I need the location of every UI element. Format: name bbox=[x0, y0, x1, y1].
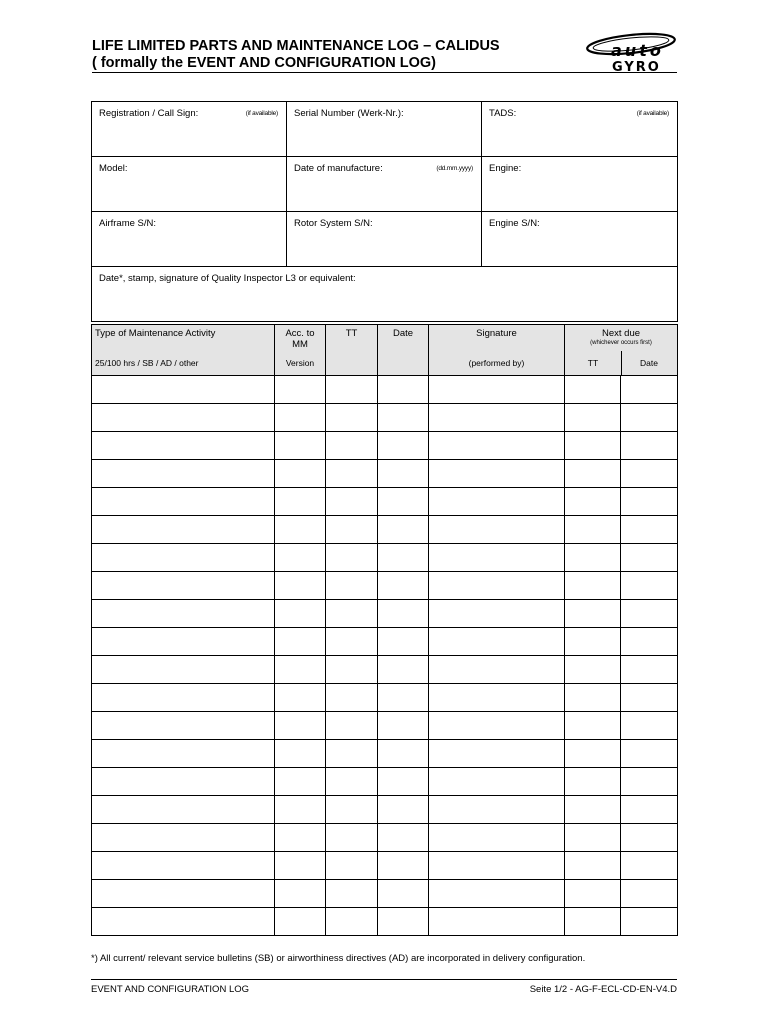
log-cell-tt[interactable] bbox=[326, 516, 378, 544]
log-cell-tt[interactable] bbox=[326, 712, 378, 740]
log-row bbox=[92, 796, 678, 824]
log-cell-acc-mm[interactable] bbox=[275, 768, 326, 796]
engine-field[interactable] bbox=[482, 157, 678, 212]
log-cell-date[interactable] bbox=[378, 572, 429, 600]
log-cell-next-tt[interactable] bbox=[565, 656, 621, 684]
log-cell-tt[interactable] bbox=[326, 404, 378, 432]
log-cell-signature[interactable] bbox=[429, 796, 565, 824]
log-cell-tt[interactable] bbox=[326, 656, 378, 684]
log-cell-signature[interactable] bbox=[429, 628, 565, 656]
registration-label: Registration / Call Sign: bbox=[99, 108, 199, 119]
col-acc-label: Acc. to MM bbox=[285, 328, 315, 350]
aircraft-info-table bbox=[91, 101, 678, 322]
log-cell-acc-mm[interactable] bbox=[275, 404, 326, 432]
footer-title: EVENT AND CONFIGURATION LOG bbox=[91, 984, 250, 995]
log-cell-next-date[interactable] bbox=[621, 404, 678, 432]
log-cell-next-date[interactable] bbox=[621, 712, 678, 740]
log-cell-acc-mm[interactable] bbox=[275, 544, 326, 572]
log-cell-acc-mm[interactable] bbox=[275, 852, 326, 880]
log-cell-date[interactable] bbox=[378, 740, 429, 768]
log-cell-type[interactable] bbox=[92, 572, 275, 600]
log-cell-tt[interactable] bbox=[326, 740, 378, 768]
log-cell-acc-mm[interactable] bbox=[275, 488, 326, 516]
log-cell-next-date[interactable] bbox=[621, 460, 678, 488]
log-cell-type[interactable] bbox=[92, 852, 275, 880]
log-row bbox=[92, 572, 678, 600]
log-cell-next-date[interactable] bbox=[621, 880, 678, 908]
log-cell-signature[interactable] bbox=[429, 600, 565, 628]
log-cell-type[interactable] bbox=[92, 712, 275, 740]
log-cell-next-date[interactable] bbox=[621, 544, 678, 572]
document-title: LIFE LIMITED PARTS AND MAINTENANCE LOG – CALIDUS bbox=[92, 38, 500, 54]
log-cell-type[interactable] bbox=[92, 404, 275, 432]
log-cell-type[interactable] bbox=[92, 824, 275, 852]
log-cell-acc-mm[interactable] bbox=[275, 432, 326, 460]
log-cell-date[interactable] bbox=[378, 432, 429, 460]
log-cell-type[interactable] bbox=[92, 796, 275, 824]
col-next-tt-label: TT bbox=[587, 358, 599, 368]
log-cell-next-tt[interactable] bbox=[565, 796, 621, 824]
log-cell-type[interactable] bbox=[92, 488, 275, 516]
log-cell-date[interactable] bbox=[378, 796, 429, 824]
log-cell-signature[interactable] bbox=[429, 460, 565, 488]
footer-divider bbox=[91, 979, 677, 980]
col-header-next-due bbox=[565, 325, 678, 376]
log-cell-type[interactable] bbox=[92, 740, 275, 768]
col-acc-sublabel: Version bbox=[285, 358, 315, 368]
log-cell-date[interactable] bbox=[378, 544, 429, 572]
log-cell-signature[interactable] bbox=[429, 432, 565, 460]
log-cell-next-tt[interactable] bbox=[565, 768, 621, 796]
date-of-manufacture-field[interactable] bbox=[287, 157, 482, 212]
log-cell-tt[interactable] bbox=[326, 908, 378, 936]
log-cell-tt[interactable] bbox=[326, 460, 378, 488]
logo-text-auto: auto bbox=[611, 41, 664, 60]
log-cell-signature[interactable] bbox=[429, 712, 565, 740]
log-row bbox=[92, 740, 678, 768]
log-cell-next-tt[interactable] bbox=[565, 740, 621, 768]
log-cell-next-tt[interactable] bbox=[565, 432, 621, 460]
log-cell-acc-mm[interactable] bbox=[275, 712, 326, 740]
log-row bbox=[92, 712, 678, 740]
maintenance-log-table bbox=[91, 324, 678, 936]
log-cell-next-date[interactable] bbox=[621, 768, 678, 796]
log-cell-next-date[interactable] bbox=[621, 824, 678, 852]
log-cell-next-tt[interactable] bbox=[565, 404, 621, 432]
log-cell-date[interactable] bbox=[378, 516, 429, 544]
serial-number-field[interactable] bbox=[287, 102, 482, 157]
tads-note: (if available) bbox=[636, 110, 669, 117]
log-cell-tt[interactable] bbox=[326, 768, 378, 796]
log-cell-signature[interactable] bbox=[429, 404, 565, 432]
log-cell-signature[interactable] bbox=[429, 572, 565, 600]
log-cell-date[interactable] bbox=[378, 880, 429, 908]
log-row bbox=[92, 684, 678, 712]
log-cell-date[interactable] bbox=[378, 852, 429, 880]
log-cell-type[interactable] bbox=[92, 516, 275, 544]
log-cell-next-tt[interactable] bbox=[565, 572, 621, 600]
log-cell-next-tt[interactable] bbox=[565, 376, 621, 404]
log-cell-signature[interactable] bbox=[429, 684, 565, 712]
log-cell-tt[interactable] bbox=[326, 824, 378, 852]
log-cell-signature[interactable] bbox=[429, 544, 565, 572]
log-cell-tt[interactable] bbox=[326, 852, 378, 880]
col-next-date-label: Date bbox=[640, 358, 658, 368]
rotor-system-sn-field[interactable] bbox=[287, 212, 482, 267]
log-cell-type[interactable] bbox=[92, 376, 275, 404]
log-row bbox=[92, 628, 678, 656]
log-cell-type[interactable] bbox=[92, 880, 275, 908]
log-cell-acc-mm[interactable] bbox=[275, 684, 326, 712]
log-cell-type[interactable] bbox=[92, 600, 275, 628]
log-cell-tt[interactable] bbox=[326, 684, 378, 712]
tads-label: TADS: bbox=[489, 108, 517, 119]
log-cell-date[interactable] bbox=[378, 824, 429, 852]
rotor-system-sn-label: Rotor System S/N: bbox=[294, 218, 373, 229]
log-cell-next-tt[interactable] bbox=[565, 600, 621, 628]
log-cell-next-tt[interactable] bbox=[565, 684, 621, 712]
engine-sn-field[interactable] bbox=[482, 212, 678, 267]
col-header-signature bbox=[429, 325, 565, 376]
col-header-date bbox=[378, 325, 429, 376]
airframe-sn-label: Airframe S/N: bbox=[99, 218, 157, 229]
col-header-tt bbox=[326, 325, 378, 376]
log-cell-date[interactable] bbox=[378, 712, 429, 740]
airframe-sn-field[interactable] bbox=[92, 212, 287, 267]
model-label: Model: bbox=[99, 163, 128, 174]
log-cell-tt[interactable] bbox=[326, 572, 378, 600]
log-cell-acc-mm[interactable] bbox=[275, 908, 326, 936]
log-cell-tt[interactable] bbox=[326, 432, 378, 460]
serial-number-label: Serial Number (Werk-Nr.): bbox=[294, 108, 404, 119]
document-subtitle: ( formally the EVENT AND CONFIGURATION LOG) bbox=[92, 55, 436, 71]
log-cell-next-tt[interactable] bbox=[565, 516, 621, 544]
log-cell-next-date[interactable] bbox=[621, 628, 678, 656]
log-cell-signature[interactable] bbox=[429, 740, 565, 768]
log-cell-tt[interactable] bbox=[326, 796, 378, 824]
log-cell-acc-mm[interactable] bbox=[275, 824, 326, 852]
log-cell-acc-mm[interactable] bbox=[275, 740, 326, 768]
log-cell-type[interactable] bbox=[92, 628, 275, 656]
log-row bbox=[92, 852, 678, 880]
log-cell-date[interactable] bbox=[378, 376, 429, 404]
engine-sn-label: Engine S/N: bbox=[489, 218, 540, 229]
autogyro-logo bbox=[584, 30, 678, 74]
log-cell-tt[interactable] bbox=[326, 376, 378, 404]
log-cell-type[interactable] bbox=[92, 544, 275, 572]
log-cell-signature[interactable] bbox=[429, 516, 565, 544]
registration-field[interactable] bbox=[92, 102, 287, 157]
log-row bbox=[92, 432, 678, 460]
model-field[interactable] bbox=[92, 157, 287, 212]
log-cell-signature[interactable] bbox=[429, 488, 565, 516]
log-cell-date[interactable] bbox=[378, 684, 429, 712]
log-cell-date[interactable] bbox=[378, 600, 429, 628]
log-cell-signature[interactable] bbox=[429, 824, 565, 852]
log-cell-acc-mm[interactable] bbox=[275, 600, 326, 628]
log-cell-next-tt[interactable] bbox=[565, 908, 621, 936]
log-cell-date[interactable] bbox=[378, 404, 429, 432]
log-cell-next-tt[interactable] bbox=[565, 544, 621, 572]
col-signature-label: Signature bbox=[476, 328, 517, 339]
log-cell-next-date[interactable] bbox=[621, 740, 678, 768]
engine-label: Engine: bbox=[489, 163, 522, 174]
log-cell-signature[interactable] bbox=[429, 908, 565, 936]
log-cell-tt[interactable] bbox=[326, 488, 378, 516]
date-of-manufacture-label: Date of manufacture: bbox=[294, 163, 383, 174]
log-cell-acc-mm[interactable] bbox=[275, 572, 326, 600]
log-row bbox=[92, 544, 678, 572]
log-cell-signature[interactable] bbox=[429, 656, 565, 684]
log-cell-tt[interactable] bbox=[326, 600, 378, 628]
log-row bbox=[92, 600, 678, 628]
quality-inspector-field[interactable] bbox=[92, 267, 678, 322]
log-cell-acc-mm[interactable] bbox=[275, 880, 326, 908]
log-cell-next-date[interactable] bbox=[621, 908, 678, 936]
log-cell-next-tt[interactable] bbox=[565, 460, 621, 488]
col-next-due-note: (whichever occurs first) bbox=[590, 340, 652, 346]
log-cell-next-date[interactable] bbox=[621, 572, 678, 600]
log-cell-acc-mm[interactable] bbox=[275, 460, 326, 488]
log-cell-acc-mm[interactable] bbox=[275, 628, 326, 656]
log-cell-next-tt[interactable] bbox=[565, 880, 621, 908]
col-next-due-label: Next due bbox=[601, 328, 641, 339]
log-cell-next-date[interactable] bbox=[621, 796, 678, 824]
log-cell-type[interactable] bbox=[92, 908, 275, 936]
log-cell-date[interactable] bbox=[378, 460, 429, 488]
log-cell-type[interactable] bbox=[92, 656, 275, 684]
log-body bbox=[92, 376, 678, 936]
log-cell-next-date[interactable] bbox=[621, 432, 678, 460]
log-cell-next-date[interactable] bbox=[621, 852, 678, 880]
log-cell-next-tt[interactable] bbox=[565, 852, 621, 880]
quality-inspector-label: Date*, stamp, signature of Quality Inspector L3 or equivalent: bbox=[99, 273, 356, 284]
date-format-note: (dd.mm.yyyy) bbox=[436, 165, 473, 172]
log-cell-next-date[interactable] bbox=[621, 376, 678, 404]
log-row bbox=[92, 824, 678, 852]
col-signature-sublabel: (performed by) bbox=[468, 358, 525, 368]
log-cell-acc-mm[interactable] bbox=[275, 516, 326, 544]
log-row bbox=[92, 908, 678, 936]
log-cell-next-date[interactable] bbox=[621, 684, 678, 712]
col-tt-label: TT bbox=[345, 328, 358, 339]
log-cell-signature[interactable] bbox=[429, 768, 565, 796]
log-cell-next-tt[interactable] bbox=[565, 488, 621, 516]
log-cell-signature[interactable] bbox=[429, 376, 565, 404]
col-header-type bbox=[92, 325, 275, 376]
col-type-sublabel: 25/100 hrs / SB / AD / other bbox=[95, 358, 199, 368]
log-cell-acc-mm[interactable] bbox=[275, 656, 326, 684]
col-type-label: Type of Maintenance Activity bbox=[95, 328, 216, 339]
log-header-row bbox=[92, 325, 678, 376]
logo-text-gyro: GYRO bbox=[612, 60, 661, 74]
col-header-acc-mm bbox=[275, 325, 326, 376]
log-cell-next-date[interactable] bbox=[621, 488, 678, 516]
log-row bbox=[92, 656, 678, 684]
log-row bbox=[92, 488, 678, 516]
log-cell-acc-mm[interactable] bbox=[275, 796, 326, 824]
log-cell-type[interactable] bbox=[92, 432, 275, 460]
log-row bbox=[92, 516, 678, 544]
col-date-label: Date bbox=[392, 328, 414, 339]
log-row bbox=[92, 460, 678, 488]
log-cell-next-date[interactable] bbox=[621, 656, 678, 684]
log-row bbox=[92, 880, 678, 908]
log-cell-date[interactable] bbox=[378, 768, 429, 796]
log-row bbox=[92, 404, 678, 432]
log-cell-signature[interactable] bbox=[429, 880, 565, 908]
registration-note: (if available) bbox=[245, 110, 278, 117]
log-cell-next-tt[interactable] bbox=[565, 712, 621, 740]
footer-page-info: Seite 1/2 - AG-F-ECL-CD-EN-V4.D bbox=[529, 984, 677, 995]
log-cell-date[interactable] bbox=[378, 488, 429, 516]
log-cell-date[interactable] bbox=[378, 656, 429, 684]
log-cell-next-date[interactable] bbox=[621, 516, 678, 544]
tads-field[interactable] bbox=[482, 102, 678, 157]
log-cell-tt[interactable] bbox=[326, 544, 378, 572]
log-cell-signature[interactable] bbox=[429, 852, 565, 880]
log-cell-type[interactable] bbox=[92, 460, 275, 488]
log-cell-date[interactable] bbox=[378, 628, 429, 656]
log-cell-next-tt[interactable] bbox=[565, 824, 621, 852]
log-cell-date[interactable] bbox=[378, 908, 429, 936]
log-cell-tt[interactable] bbox=[326, 628, 378, 656]
log-cell-type[interactable] bbox=[92, 768, 275, 796]
footnote: *) All current/ relevant service bulletins (SB) or airworthiness directives (AD) are incorporated in delivery configuration. bbox=[91, 953, 586, 964]
log-row bbox=[92, 376, 678, 404]
log-cell-tt[interactable] bbox=[326, 880, 378, 908]
log-cell-acc-mm[interactable] bbox=[275, 376, 326, 404]
log-row bbox=[92, 768, 678, 796]
log-cell-type[interactable] bbox=[92, 684, 275, 712]
log-cell-next-tt[interactable] bbox=[565, 628, 621, 656]
log-cell-next-date[interactable] bbox=[621, 600, 678, 628]
